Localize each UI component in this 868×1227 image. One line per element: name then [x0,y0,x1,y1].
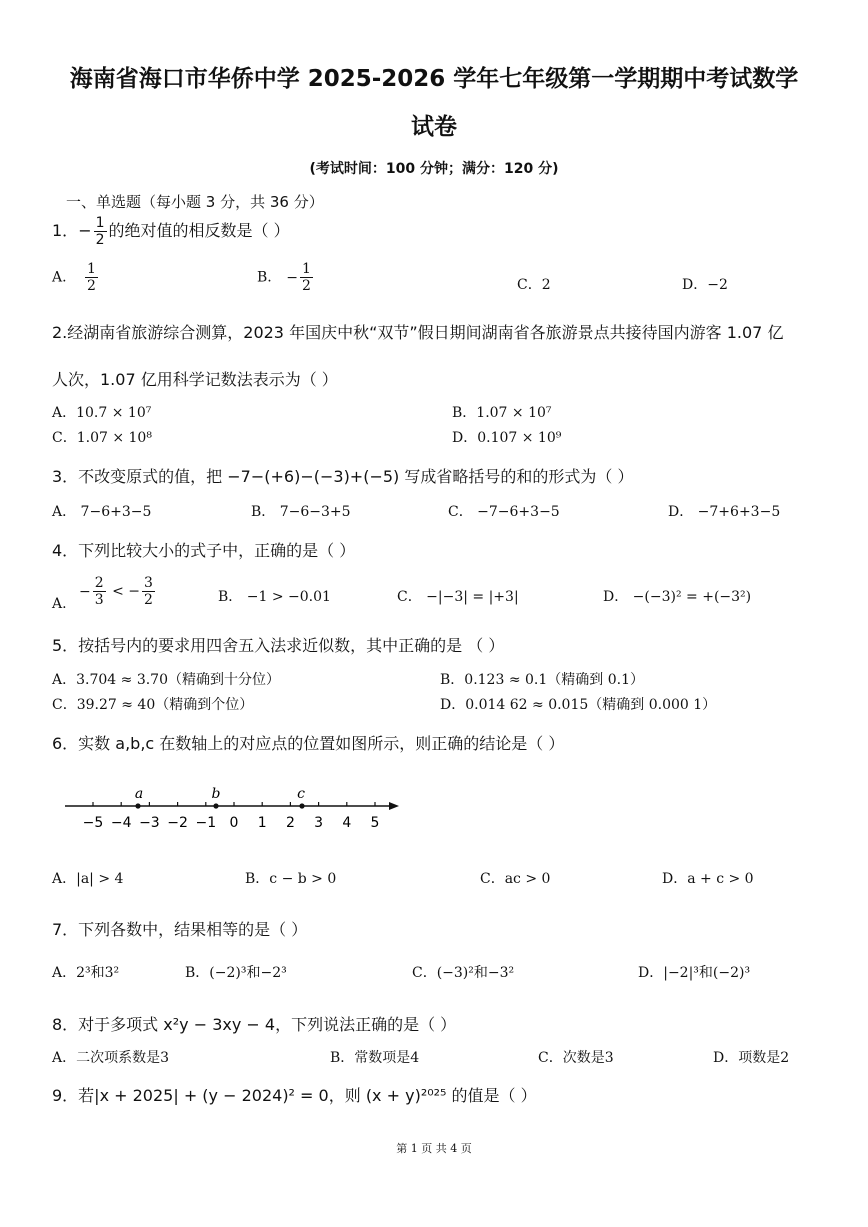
q1-option-b-num: 1 [301,261,311,277]
q2-option-c: C．1.07 × 10⁸ [52,430,152,446]
q2-option-b: B．1.07 × 10⁷ [452,405,552,421]
q4-a-num1: 2 [94,575,104,591]
tick-label: 1 [257,815,267,831]
question-5: 5．按括号内的要求用四舍五入法求近似数，其中正确的是 （ ） [52,636,505,655]
tick-label: −2 [167,815,188,831]
tick-label: 2 [285,815,295,831]
q7-option-d: D．|−2|³和(−2)³ [638,965,751,981]
q8-option-c: C．次数是3 [538,1050,614,1066]
question-3: 3．不改变原式的值，把 −7−(+6)−(−3)+(−5) 写成省略括号的和的形式为（ ） [52,467,634,486]
q1-option-a [52,262,100,293]
q1-option-b-label: B. [257,269,272,286]
question-2-line1: 2.经湖南省旅游综合测算，2023 年国庆中秋“双节”假日期间湖南省各旅游景点共接待国内游客 1.07 亿 [52,323,784,342]
q1-option-a-num: 1 [87,261,96,277]
q3-option-a: A． 7−6+3−5 [52,504,152,520]
q5-option-a: A．3.704 ≈ 3.70（精确到十分位） [52,672,280,688]
question-8: 8．对于多项式 x²y − 3xy − 4，下列说法正确的是（ ） [52,1015,457,1034]
q2-option-a: A．10.7 × 10⁷ [52,405,152,421]
q3-option-b: B． 7−6−3+5 [251,504,351,520]
q1-minus: − [78,221,92,240]
tick-label: −3 [139,815,160,831]
question-9: 9．若|x + 2025| + (y − 2024)² = 0，则 (x + y)²⁰²⁵ 的值是（ ） [52,1086,537,1105]
q6-option-b: B．c − b > 0 [245,871,337,887]
q8-option-a: A．二次项系数是3 [52,1050,170,1066]
question-2-line2: 人次，1.07 亿用科学记数法表示为（ ） [52,370,338,389]
question-1 [52,216,290,247]
tick-label: 4 [342,815,352,831]
q7-option-b: B．(−2)³和−2³ [185,965,287,981]
point-c [299,803,304,808]
q4-option-a [52,575,157,612]
q6-option-a: A．|a| > 4 [52,871,124,887]
q2-option-d: D．0.107 × 10⁹ [452,430,562,446]
q3-option-c: C． −7−6+3−5 [448,504,560,520]
exam-title-line2: 试卷 [411,114,457,140]
q1-option-c: C．2 [517,277,551,293]
q4-option-a-minus1: − [79,583,91,600]
tick-label: −1 [195,815,217,831]
q6-option-d: D．a + c > 0 [662,871,754,887]
q1-fraction [94,216,107,247]
tick-label: −4 [110,815,132,831]
q1-option-a-fraction [85,262,98,293]
q8-option-d: D．项数是2 [713,1050,790,1066]
tick-label: −5 [82,815,104,831]
tick-label: 5 [370,815,380,831]
q1-numerator: 1 [95,215,105,231]
tick-label: 3 [314,815,324,831]
q4-option-a-relation: < − [107,583,141,600]
point-b [213,803,218,808]
q4-option-a-frac2 [142,576,155,607]
q4-a-num2: 3 [144,575,153,591]
q8-option-b: B．常数项是4 [330,1050,420,1066]
question-7: 7．下列各数中，结果相等的是（ ） [52,920,308,939]
label-c: c [297,786,305,802]
tick-label: 0 [229,815,239,831]
q7-option-a: A．2³和3² [52,965,120,981]
q6-option-c: C．ac > 0 [480,871,551,887]
q4-a-den2: 2 [144,592,153,608]
q1-option-a-den: 2 [87,278,96,294]
q4-option-a-label: A. [52,595,67,612]
q1-option-b-fraction [300,262,313,293]
q1-option-b-minus: − [286,269,298,286]
q1-option-b [257,262,315,293]
q1-option-b-den: 2 [301,278,311,294]
q4-a-den1: 3 [94,592,104,608]
label-a: a [134,786,144,802]
q1-text: 的绝对值的相反数是（ ） [108,221,290,240]
q4-option-d: D． −(−3)² = +(−3²) [603,589,752,605]
page-footer: 第 1 页 共 4 页 [396,1142,472,1155]
section-heading: 一、单选题（每小题 3 分，共 36 分） [66,193,324,211]
label-b: b [211,786,221,802]
q3-option-d: D． −7+6+3−5 [668,504,781,520]
number-line-arrow [389,802,399,810]
point-a [135,803,140,808]
question-6: 6．实数 a,b,c 在数轴上的对应点的位置如图所示，则正确的结论是（ ） [52,734,565,753]
number-line-figure [55,780,405,838]
question-4: 4．下列比较大小的式子中，正确的是（ ） [52,541,356,560]
q5-option-d: D．0.014 62 ≈ 0.015（精确到 0.000 1） [440,697,717,713]
exam-title-line1: 海南省海口市华侨中学 2025-2026 学年七年级第一学期期中考试数学 [69,66,799,92]
q5-option-c: C．39.27 ≈ 40（精确到个位） [52,697,254,713]
q1-option-d: D．−2 [682,277,728,293]
q7-option-c: C．(−3)²和−3² [412,965,515,981]
exam-subtitle: (考试时间：100 分钟；满分：120 分) [309,161,559,177]
q4-option-a-frac1 [93,576,106,607]
q1-number: 1． [52,221,79,240]
q1-option-a-label: A. [52,269,67,286]
q5-option-b: B．0.123 ≈ 0.1（精确到 0.1） [440,672,644,688]
q1-denominator: 2 [95,232,105,248]
q4-option-b: B． −1 > −0.01 [218,589,331,605]
q4-option-c: C． −|−3| = |+3| [397,589,519,605]
